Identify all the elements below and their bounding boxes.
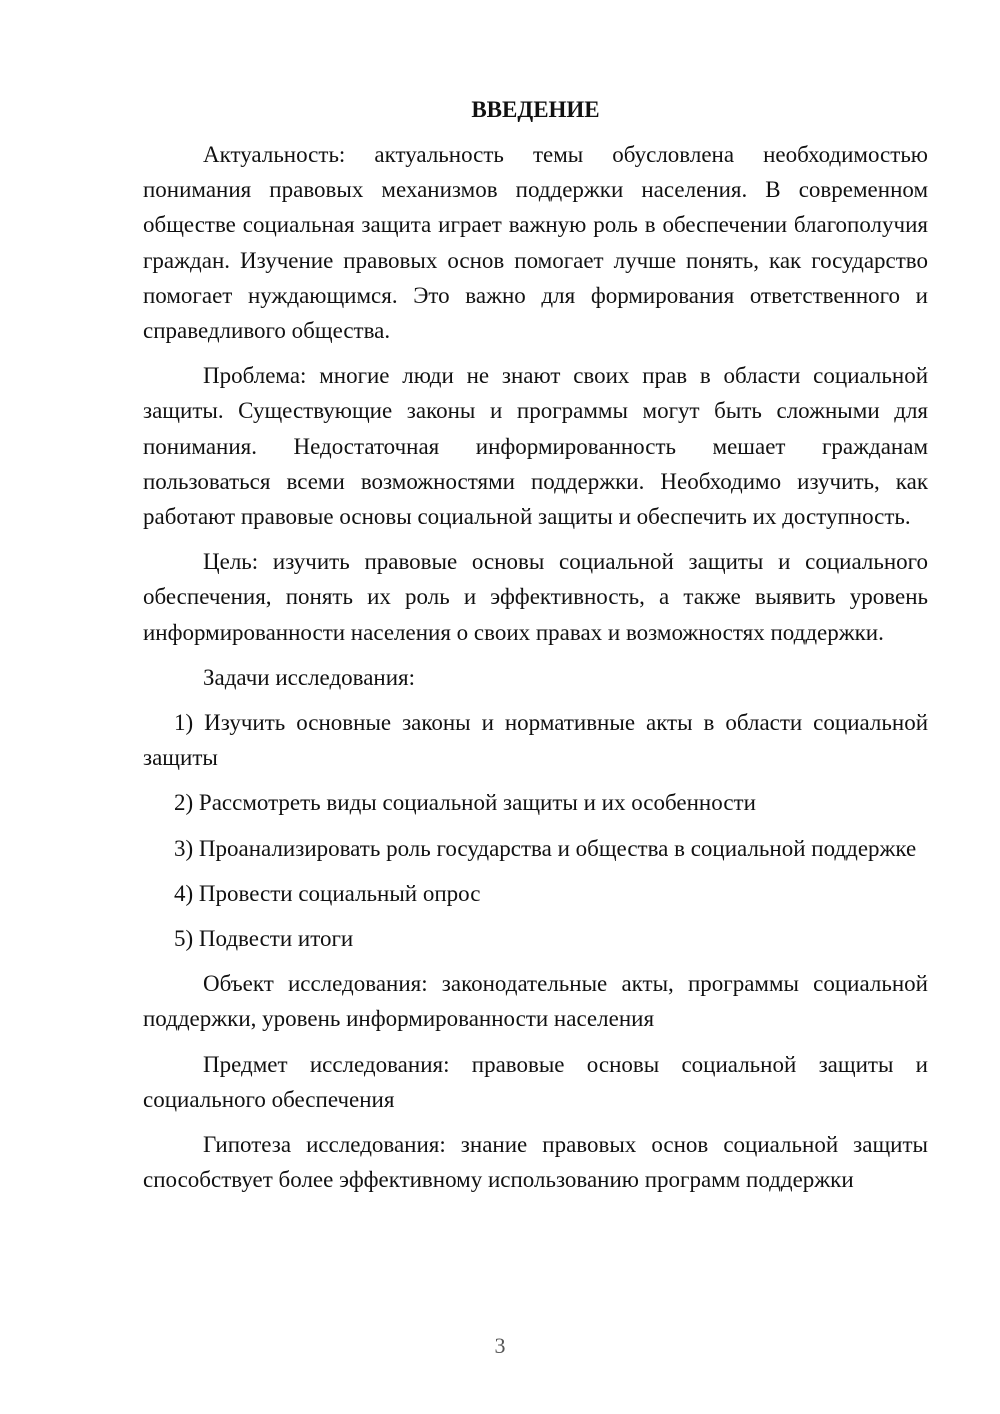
research-object-paragraph: Объект исследования: законодательные акты, программы социальной поддержки, уровень информированности населения <box>143 971 928 1032</box>
task-item: 2) Рассмотреть виды социальной защиты и их особенности <box>174 790 756 816</box>
task-item: 1) Изучить основные законы и нормативные акты в области социальной защиты <box>143 710 928 771</box>
problem-paragraph: Проблема: многие люди не знают своих прав в области социальной защиты. Существующие законы и программы могут быть сложными для понимания. Недостаточная информированность мешает гражданам пользоваться всеми возможностями поддержки. Необходимо изучить, как работают правовые основы социальной защиты и обеспечить их доступность. <box>143 363 928 530</box>
document-page <box>143 95 928 1207</box>
section-title: ВВЕДЕНИЕ <box>471 97 600 122</box>
task-item: 3) Проанализировать роль государства и общества в социальной поддержке <box>174 835 917 861</box>
task-item: 5) Подвести итоги <box>174 926 354 952</box>
task-item: 4) Провести социальный опрос <box>174 880 481 906</box>
page-number: 3 <box>494 1333 506 1358</box>
hypothesis-paragraph: Гипотеза исследования: знание правовых основ социальной защиты способствует более эффективному использованию программ поддержки <box>143 1132 928 1193</box>
goal-paragraph: Цель: изучить правовые основы социальной защиты и социального обеспечения, понять их роль и эффективность, а также выявить уровень информированности населения о своих правах и возможностях поддержки. <box>143 549 928 645</box>
relevance-paragraph: Актуальность: актуальность темы обусловлена необходимостью понимания правовых механизмов поддержки населения. В современном обществе социальная защита играет важную роль в обеспечении благополучия граждан. Изучение правовых основ помогает лучше понять, как государство помогает нуждающимся. Это важно для формирования ответственного и справедливого общества. <box>143 142 928 344</box>
tasks-heading: Задачи исследования: <box>203 664 416 690</box>
research-subject-paragraph: Предмет исследования: правовые основы социальной защиты и социального обеспечения <box>143 1051 928 1112</box>
